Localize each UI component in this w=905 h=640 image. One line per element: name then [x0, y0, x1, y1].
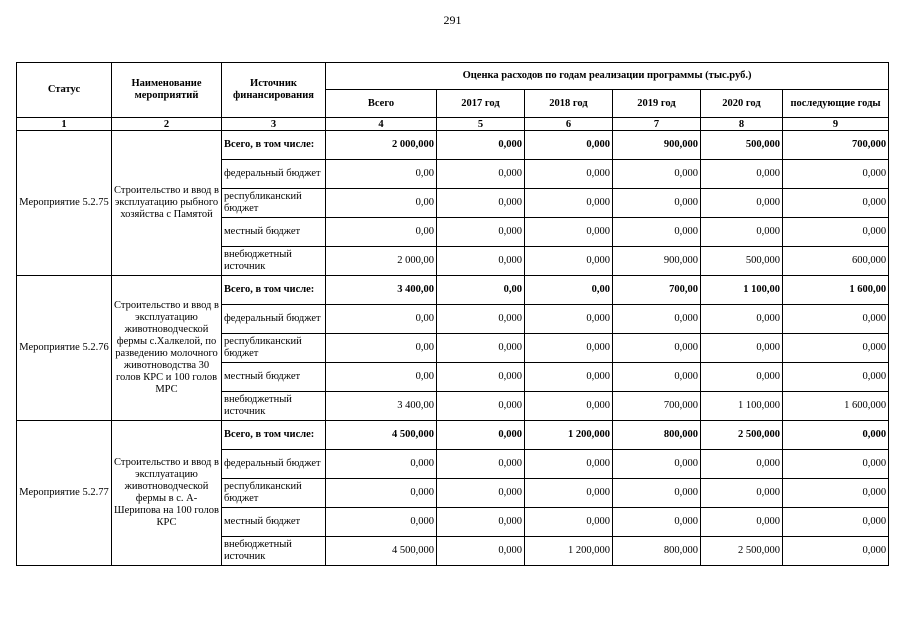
amount-cell: 0,000 — [437, 537, 525, 566]
amount-cell: 500,000 — [701, 131, 783, 160]
col-number: 4 — [326, 118, 437, 131]
funding-source: республиканский бюджет — [222, 189, 326, 218]
amount-cell: 0,000 — [437, 160, 525, 189]
activity-status: Мероприятие 5.2.76 — [17, 276, 112, 421]
amount-cell: 0,000 — [783, 305, 889, 334]
amount-cell: 0,000 — [437, 508, 525, 537]
activity-status: Мероприятие 5.2.75 — [17, 131, 112, 276]
funding-source: федеральный бюджет — [222, 305, 326, 334]
col-number: 3 — [222, 118, 326, 131]
amount-cell: 0,000 — [525, 160, 613, 189]
page-number: 291 — [443, 13, 462, 27]
amount-cell: 0,00 — [437, 276, 525, 305]
amount-cell: 900,000 — [613, 247, 701, 276]
funding-source: внебюджетный источник — [222, 247, 326, 276]
col-number: 7 — [613, 118, 701, 131]
col-number: 9 — [783, 118, 889, 131]
amount-cell: 0,000 — [701, 160, 783, 189]
amount-cell: 1 100,000 — [701, 392, 783, 421]
header-estimate: Оценка расходов по годам реализации программы (тыс.руб.) — [326, 63, 889, 90]
amount-cell: 700,00 — [613, 276, 701, 305]
amount-cell: 0,000 — [613, 189, 701, 218]
amount-cell: 0,000 — [437, 421, 525, 450]
amount-cell: 0,000 — [783, 450, 889, 479]
amount-cell: 0,000 — [613, 305, 701, 334]
amount-cell: 0,000 — [525, 450, 613, 479]
amount-cell: 0,000 — [701, 334, 783, 363]
amount-cell: 0,000 — [437, 450, 525, 479]
amount-cell: 0,000 — [783, 537, 889, 566]
amount-cell: 0,000 — [701, 508, 783, 537]
amount-cell: 1 100,00 — [701, 276, 783, 305]
funding-source: внебюджетный источник — [222, 537, 326, 566]
amount-cell: 0,000 — [701, 450, 783, 479]
table-header — [17, 63, 889, 131]
header-name: Наименование мероприятий — [112, 63, 222, 118]
amount-cell: 0,00 — [326, 363, 437, 392]
amount-cell: 2 000,00 — [326, 247, 437, 276]
amount-cell: 700,000 — [783, 131, 889, 160]
funding-source: республиканский бюджет — [222, 479, 326, 508]
amount-cell: 0,00 — [326, 305, 437, 334]
amount-cell: 0,000 — [613, 334, 701, 363]
amount-cell: 0,000 — [701, 189, 783, 218]
amount-cell: 0,000 — [783, 189, 889, 218]
activity-name: Строительство и ввод в эксплуатацию животноводческой фермы с.Халкелой, по разведению молочного животноводства 30 голов КРС и 100 голов МРС — [112, 276, 222, 421]
funding-source: внебюджетный источник — [222, 392, 326, 421]
amount-cell: 1 600,000 — [783, 392, 889, 421]
amount-cell: 0,000 — [783, 334, 889, 363]
amount-cell: 0,000 — [437, 305, 525, 334]
amount-cell: 4 500,000 — [326, 421, 437, 450]
col-number: 8 — [701, 118, 783, 131]
funding-source: местный бюджет — [222, 508, 326, 537]
amount-cell: 900,000 — [613, 131, 701, 160]
header-status: Статус — [17, 63, 112, 118]
amount-cell: 0,000 — [525, 508, 613, 537]
funding-source: Всего, в том числе: — [222, 131, 326, 160]
header-source: Источник финансирования — [222, 63, 326, 118]
amount-cell: 0,000 — [783, 218, 889, 247]
activity-status: Мероприятие 5.2.77 — [17, 421, 112, 566]
table-row-total — [17, 131, 889, 160]
amount-cell: 0,000 — [437, 334, 525, 363]
amount-cell: 1 600,00 — [783, 276, 889, 305]
amount-cell: 1 200,000 — [525, 537, 613, 566]
amount-cell: 800,000 — [613, 537, 701, 566]
amount-cell: 800,000 — [613, 421, 701, 450]
amount-cell: 0,000 — [437, 363, 525, 392]
amount-cell: 0,00 — [326, 334, 437, 363]
amount-cell: 2 000,000 — [326, 131, 437, 160]
amount-cell: 0,00 — [326, 218, 437, 247]
header-year-2020: 2020 год — [701, 90, 783, 118]
amount-cell: 0,000 — [783, 363, 889, 392]
amount-cell: 0,000 — [437, 247, 525, 276]
col-number: 5 — [437, 118, 525, 131]
amount-cell: 0,000 — [783, 160, 889, 189]
amount-cell: 0,00 — [525, 276, 613, 305]
funding-source: местный бюджет — [222, 218, 326, 247]
amount-cell: 3 400,00 — [326, 392, 437, 421]
amount-cell: 0,000 — [783, 479, 889, 508]
amount-cell: 1 200,000 — [525, 421, 613, 450]
funding-source: Всего, в том числе: — [222, 276, 326, 305]
amount-cell: 0,000 — [525, 363, 613, 392]
amount-cell: 0,000 — [525, 479, 613, 508]
amount-cell: 0,000 — [525, 189, 613, 218]
amount-cell: 0,000 — [525, 131, 613, 160]
amount-cell: 0,000 — [525, 392, 613, 421]
amount-cell: 0,000 — [437, 479, 525, 508]
amount-cell: 0,000 — [326, 508, 437, 537]
table-row-total — [17, 276, 889, 305]
amount-cell: 0,000 — [525, 247, 613, 276]
amount-cell: 4 500,000 — [326, 537, 437, 566]
amount-cell: 0,000 — [613, 218, 701, 247]
amount-cell: 700,000 — [613, 392, 701, 421]
amount-cell: 500,000 — [701, 247, 783, 276]
funding-source: федеральный бюджет — [222, 160, 326, 189]
budget-table — [16, 62, 889, 566]
amount-cell: 0,000 — [613, 160, 701, 189]
table-body — [17, 131, 889, 566]
col-number: 1 — [17, 118, 112, 131]
amount-cell: 0,00 — [326, 189, 437, 218]
funding-source: федеральный бюджет — [222, 450, 326, 479]
header-year-2019: 2019 год — [613, 90, 701, 118]
amount-cell: 0,000 — [701, 305, 783, 334]
amount-cell: 0,000 — [613, 508, 701, 537]
amount-cell: 2 500,000 — [701, 537, 783, 566]
amount-cell: 0,000 — [525, 218, 613, 247]
amount-cell: 2 500,000 — [701, 421, 783, 450]
funding-source: республиканский бюджет — [222, 334, 326, 363]
amount-cell: 0,000 — [613, 479, 701, 508]
header-year-later: последующие годы — [783, 90, 889, 118]
amount-cell: 0,000 — [783, 421, 889, 450]
activity-name: Строительство и ввод в эксплуатацию рыбного хозяйства с Памятой — [112, 131, 222, 276]
amount-cell: 0,000 — [613, 450, 701, 479]
amount-cell: 0,00 — [326, 160, 437, 189]
amount-cell: 600,000 — [783, 247, 889, 276]
amount-cell: 0,000 — [525, 334, 613, 363]
header-year-2017: 2017 год — [437, 90, 525, 118]
amount-cell: 0,000 — [326, 479, 437, 508]
col-number: 2 — [112, 118, 222, 131]
amount-cell: 0,000 — [783, 508, 889, 537]
amount-cell: 0,000 — [525, 305, 613, 334]
header-year-2018: 2018 год — [525, 90, 613, 118]
amount-cell: 0,000 — [437, 189, 525, 218]
table-row-total — [17, 421, 889, 450]
amount-cell: 0,000 — [701, 479, 783, 508]
header-year-total: Всего — [326, 90, 437, 118]
amount-cell: 0,000 — [613, 363, 701, 392]
funding-source: местный бюджет — [222, 363, 326, 392]
amount-cell: 0,000 — [437, 218, 525, 247]
amount-cell: 0,000 — [437, 131, 525, 160]
activity-name: Строительство и ввод в эксплуатацию животноводческой фермы в с. А-Шерипова на 100 голов КРС — [112, 421, 222, 566]
funding-source: Всего, в том числе: — [222, 421, 326, 450]
amount-cell: 0,000 — [437, 392, 525, 421]
amount-cell: 3 400,00 — [326, 276, 437, 305]
amount-cell: 0,000 — [701, 218, 783, 247]
amount-cell: 0,000 — [701, 363, 783, 392]
amount-cell: 0,000 — [326, 450, 437, 479]
col-number: 6 — [525, 118, 613, 131]
